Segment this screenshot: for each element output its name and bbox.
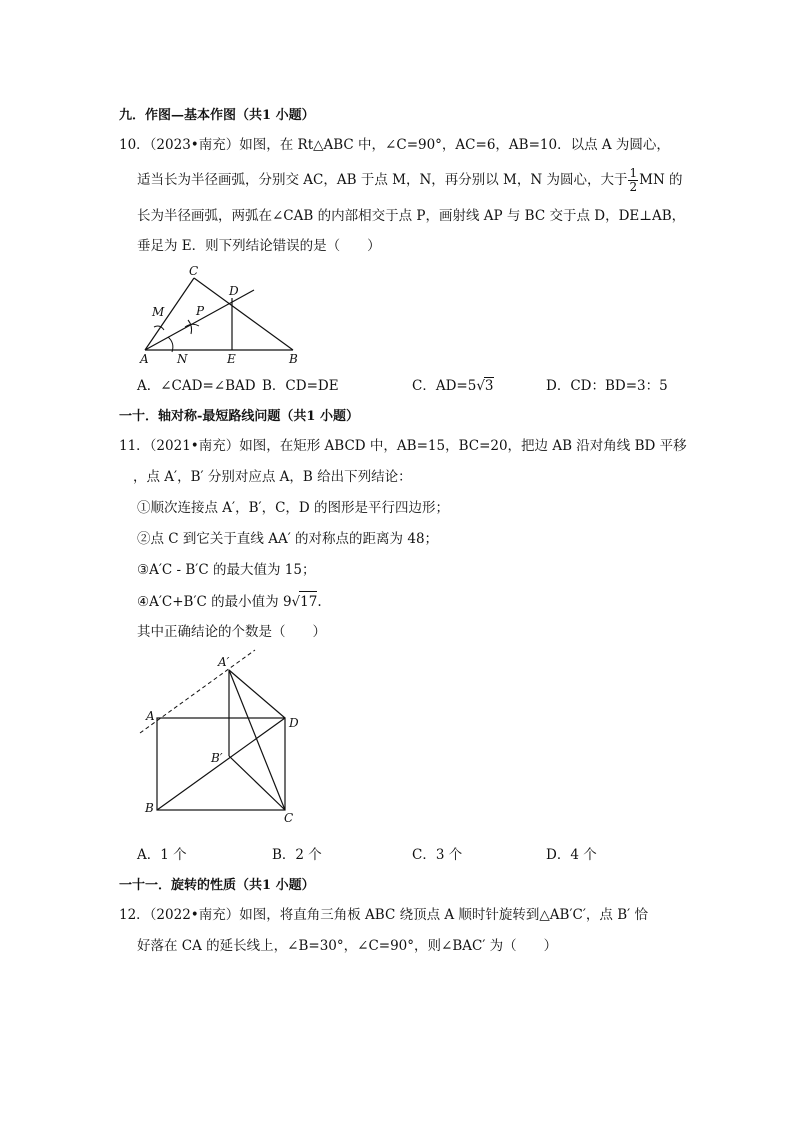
q11-item-4-text: ④A′C+B′C 的最小值为 9: [137, 594, 292, 610]
label-A-prime: A′: [218, 655, 230, 669]
q10-option-c-radicand: 3: [484, 378, 494, 394]
q10-option-a: A．∠CAD=∠BAD: [137, 378, 256, 394]
q10-line-2: [137, 167, 683, 194]
q11-rectangle-figure: [130, 645, 310, 830]
q10-line-2-pre: 适当长为半径画弧，分别交 AC，AB 于点 M，N，再分别以 M，N 为圆心，大于: [137, 172, 628, 188]
section-heading-11: 一十一．旋转的性质（共1 小题）: [119, 878, 315, 893]
q11-option-d: D．4 个: [546, 847, 597, 863]
q10-line-2-post: MN 的: [639, 172, 683, 188]
label-C: C: [284, 811, 294, 825]
q10-option-b: B．CD=DE: [262, 378, 339, 394]
q10-line-1: 10．（2023•南充）如图，在 Rt△ABC 中，∠C=90°，AC=6，AB=10．以点 A 为圆心，: [119, 137, 670, 153]
label-M: M: [152, 305, 165, 319]
q11-item-1: ①顺次连接点 A′，B′，C，D 的图形是平行四边形；: [137, 500, 450, 516]
q11-item-4-end: .: [317, 594, 322, 610]
fraction-numerator: 1: [629, 166, 638, 180]
sqrt-symbol: √: [291, 594, 301, 610]
q12-line-2: 好落在 CA 的延长线上，∠B=30°，∠C=90°，则∠BAC′ 为（ ）: [137, 938, 558, 954]
label-A: A: [146, 709, 155, 723]
label-C: C: [189, 264, 199, 278]
label-D: D: [229, 284, 239, 298]
q12-line-1: 12．（2022•南充）如图，将直角三角板 ABC 绕顶点 A 顺时针旋转到△AB′C′，点 B′ 恰: [119, 907, 648, 923]
fraction-denominator: 2: [629, 180, 638, 194]
label-P: P: [196, 304, 205, 318]
label-A: A: [140, 352, 149, 366]
label-E: E: [227, 352, 236, 366]
q11-option-c: C．3 个: [412, 847, 463, 863]
label-B-prime: B′: [211, 751, 223, 765]
label-B: B: [289, 352, 298, 366]
q11-line-1: 11．（2021•南充）如图，在矩形 ABCD 中，AB=15，BC=20，把边 AB 沿对角线 BD 平移: [119, 438, 687, 454]
q11-option-b: B．2 个: [272, 847, 322, 863]
q11-option-a: A．1 个: [137, 847, 187, 863]
q11-item-3: ③A′C - B′C 的最大值为 15；: [137, 562, 316, 578]
label-N: N: [177, 352, 188, 366]
q10-option-d: D．CD：BD=3：5: [546, 378, 668, 394]
fraction-one-half: [628, 167, 638, 194]
q11-line-2: ，点 A′，B′ 分别对应点 A，B 给出下列结论：: [133, 469, 412, 485]
q11-item-2: ②点 C 到它关于直线 AA′ 的对称点的距离为 48；: [137, 531, 439, 547]
q11-item-4-radicand: 17: [299, 591, 317, 612]
q10-option-c-text: C．AD=5: [412, 378, 477, 394]
q10-line-4: 垂足为 E．则下列结论错误的是（ ）: [137, 238, 381, 254]
section-heading-10: 一十．轴对称-最短路线问题（共1 小题）: [119, 409, 359, 424]
q10-option-c: [412, 374, 494, 394]
sqrt-symbol: √: [476, 378, 485, 394]
q10-line-3: 长为半径画弧，两弧在∠CAB 的内部相交于点 P，画射线 AP 与 BC 交于点 D，DE⊥AB，: [137, 208, 686, 224]
q11-question: 其中正确结论的个数是（ ）: [137, 624, 326, 640]
q10-triangle-figure: [130, 260, 320, 372]
label-D: D: [289, 716, 299, 730]
label-B: B: [145, 801, 154, 815]
section-heading-9: 九．作图—基本作图（共1 小题）: [119, 108, 315, 123]
q11-item-4: [137, 591, 322, 612]
